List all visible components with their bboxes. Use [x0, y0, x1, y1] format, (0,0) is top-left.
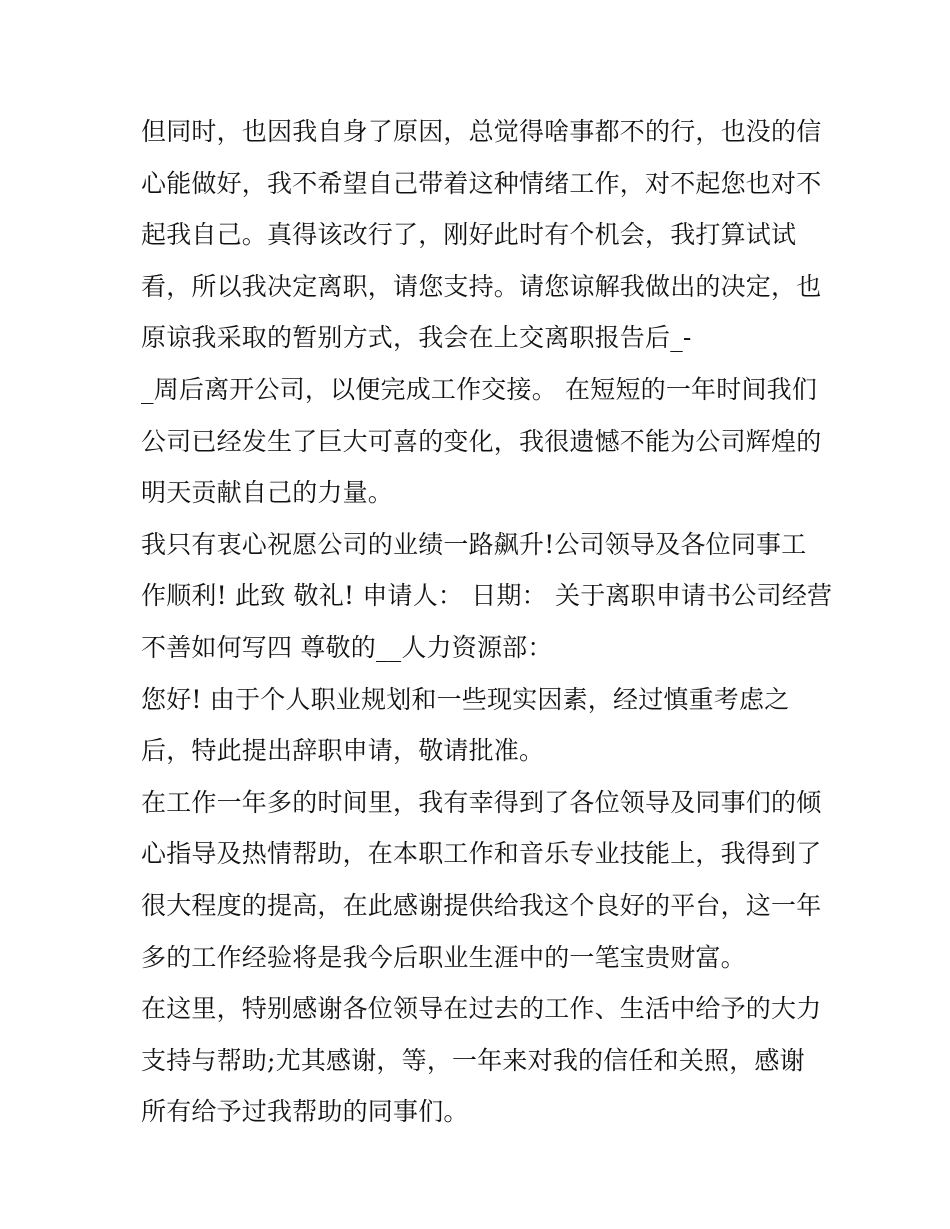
text-line: 支持与帮助;尤其感谢，等，一年来对我的信任和关照，感谢	[141, 1045, 805, 1075]
text-line: 看，所以我决定离职，请您支持。请您谅解我做出的决定，也	[141, 271, 822, 301]
text-line: 在工作一年多的时间里，我有幸得到了各位领导及同事们的倾	[141, 787, 822, 817]
text-line: 但同时，也因我自身了原因，总觉得啥事都不的行，也没的信	[141, 117, 822, 146]
text-line: 多的工作经验将是我今后职业生涯中的一笔宝贵财富。	[141, 942, 746, 972]
text-line: 心指导及热情帮助，在本职工作和音乐专业技能上，我得到了	[141, 839, 822, 869]
text-line: 心能做好，我不希望自己带着这种情绪工作，对不起您也对不	[141, 168, 822, 198]
text-line: _周后离开公司，以便完成工作交接。 在短短的一年时间我们	[141, 374, 818, 404]
text-line: 您好! 由于个人职业规划和一些现实因素，经过慎重考虑之	[141, 684, 790, 714]
text-line: 公司已经发生了巨大可喜的变化，我很遗憾不能为公司辉煌的	[141, 426, 822, 456]
text-line: 后，特此提出辞职申请，敬请批准。	[141, 736, 545, 766]
text-line: 在这里，特别感谢各位领导在过去的工作、生活中给予的大力	[141, 994, 822, 1024]
text-line: 我只有衷心祝愿公司的业绩一路飙升!公司领导及各位同事工	[141, 529, 807, 559]
text-line: 所有给予过我帮助的同事们。	[141, 1097, 469, 1127]
text-line: 原谅我采取的暂别方式，我会在上交离职报告后_-	[141, 323, 692, 353]
text-line: 很大程度的提高，在此感谢提供给我这个良好的平台，这一年	[141, 890, 822, 920]
document-body	[141, 106, 831, 1138]
text-line: 作顺利! 此致 敬礼! 申请人： 日期： 关于离职申请书公司经营	[141, 581, 833, 611]
text-line: 起我自己。真得该改行了，刚好此时有个机会，我打算试试	[141, 220, 797, 250]
text-line: 不善如何写四 尊敬的__人力资源部：	[141, 632, 553, 662]
text-line: 明天贡献自己的力量。	[141, 478, 394, 508]
